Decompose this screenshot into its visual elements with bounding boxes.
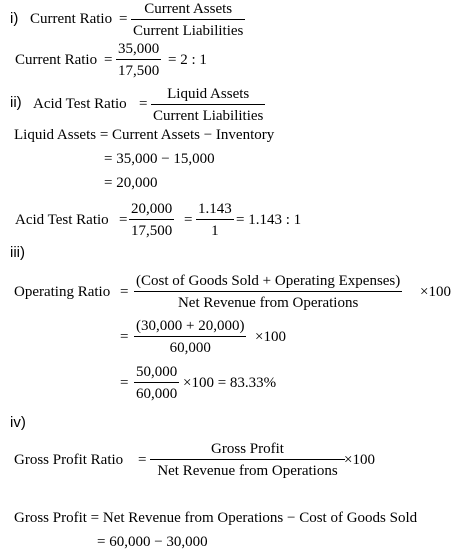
times-100: ×100 (420, 284, 451, 300)
acid-test-calc-2 (196, 200, 234, 240)
part-i-heading: i) (10, 10, 19, 27)
operating-ratio-step-2 (134, 363, 179, 403)
operating-ratio-result: ×100 = 83.33% (183, 375, 277, 391)
formula-numerator: Liquid Assets (167, 86, 250, 102)
liquid-assets-step-1: = 35,000 − 15,000 (104, 151, 215, 167)
equals-sign: = (119, 212, 128, 228)
step-numerator: (30,000 + 20,000) (136, 318, 245, 334)
calc-denominator: 17,500 (131, 223, 173, 239)
gross-profit-step: = 60,000 − 30,000 (97, 534, 208, 550)
equals-sign: = (184, 212, 193, 228)
calc-denominator: 1 (211, 223, 219, 239)
liquid-assets-line: Liquid Assets = Current Assets − Inventory (14, 127, 275, 143)
equals-sign: = (119, 11, 128, 27)
gross-profit-ratio-label: Gross Profit Ratio (14, 452, 124, 468)
part-ii-heading: ii) (10, 94, 22, 111)
step-denominator: 60,000 (169, 340, 211, 356)
times-100: ×100 (344, 452, 375, 468)
acid-test-result: = 1.143 : 1 (236, 212, 302, 228)
calc-denominator: 17,500 (118, 63, 160, 79)
step-numerator: 50,000 (136, 364, 178, 380)
formula-denominator: Net Revenue from Operations (177, 295, 359, 311)
current-ratio-result: = 2 : 1 (168, 52, 207, 68)
current-ratio-calc (116, 40, 161, 80)
equals-sign: = (138, 452, 147, 468)
formula-denominator: Net Revenue from Operations (157, 463, 338, 479)
acid-test-calc-label: Acid Test Ratio (15, 212, 109, 228)
part-iii-heading: iii) (10, 244, 25, 261)
gross-profit-ratio-formula (150, 440, 345, 480)
equals-sign: = (120, 284, 129, 300)
liquid-assets-step-2: = 20,000 (104, 175, 158, 191)
formula-denominator: Current Liabilities (153, 108, 264, 124)
part-iv-heading: iv) (10, 414, 26, 431)
equals-sign: = (104, 52, 113, 68)
formula-numerator: Gross Profit (211, 441, 284, 457)
operating-ratio-label: Operating Ratio (14, 284, 111, 300)
step-denominator: 60,000 (136, 386, 178, 402)
calc-numerator: 1.143 (198, 201, 232, 217)
times-100: ×100 (255, 329, 286, 345)
equals-sign: = (120, 375, 129, 391)
calc-numerator: 35,000 (118, 41, 160, 57)
acid-test-formula (151, 85, 265, 125)
equals-sign: = (139, 96, 148, 112)
calc-numerator: 20,000 (131, 201, 173, 217)
formula-numerator: Current Assets (144, 1, 233, 17)
gross-profit-line: Gross Profit = Net Revenue from Operations − Cost of Goods Sold (14, 510, 418, 526)
current-ratio-formula (131, 0, 245, 40)
formula-numerator: (Cost of Goods Sold + Operating Expenses) (136, 273, 401, 289)
equals-sign: = (120, 329, 129, 345)
current-ratio-calc-label: Current Ratio (15, 52, 98, 68)
operating-ratio-step-1 (134, 317, 246, 357)
current-ratio-label: Current Ratio (30, 11, 113, 27)
operating-ratio-formula (134, 272, 402, 312)
acid-test-calc-1 (129, 200, 174, 240)
formula-denominator: Current Liabilities (133, 23, 244, 39)
acid-test-ratio-label: Acid Test Ratio (33, 96, 127, 112)
